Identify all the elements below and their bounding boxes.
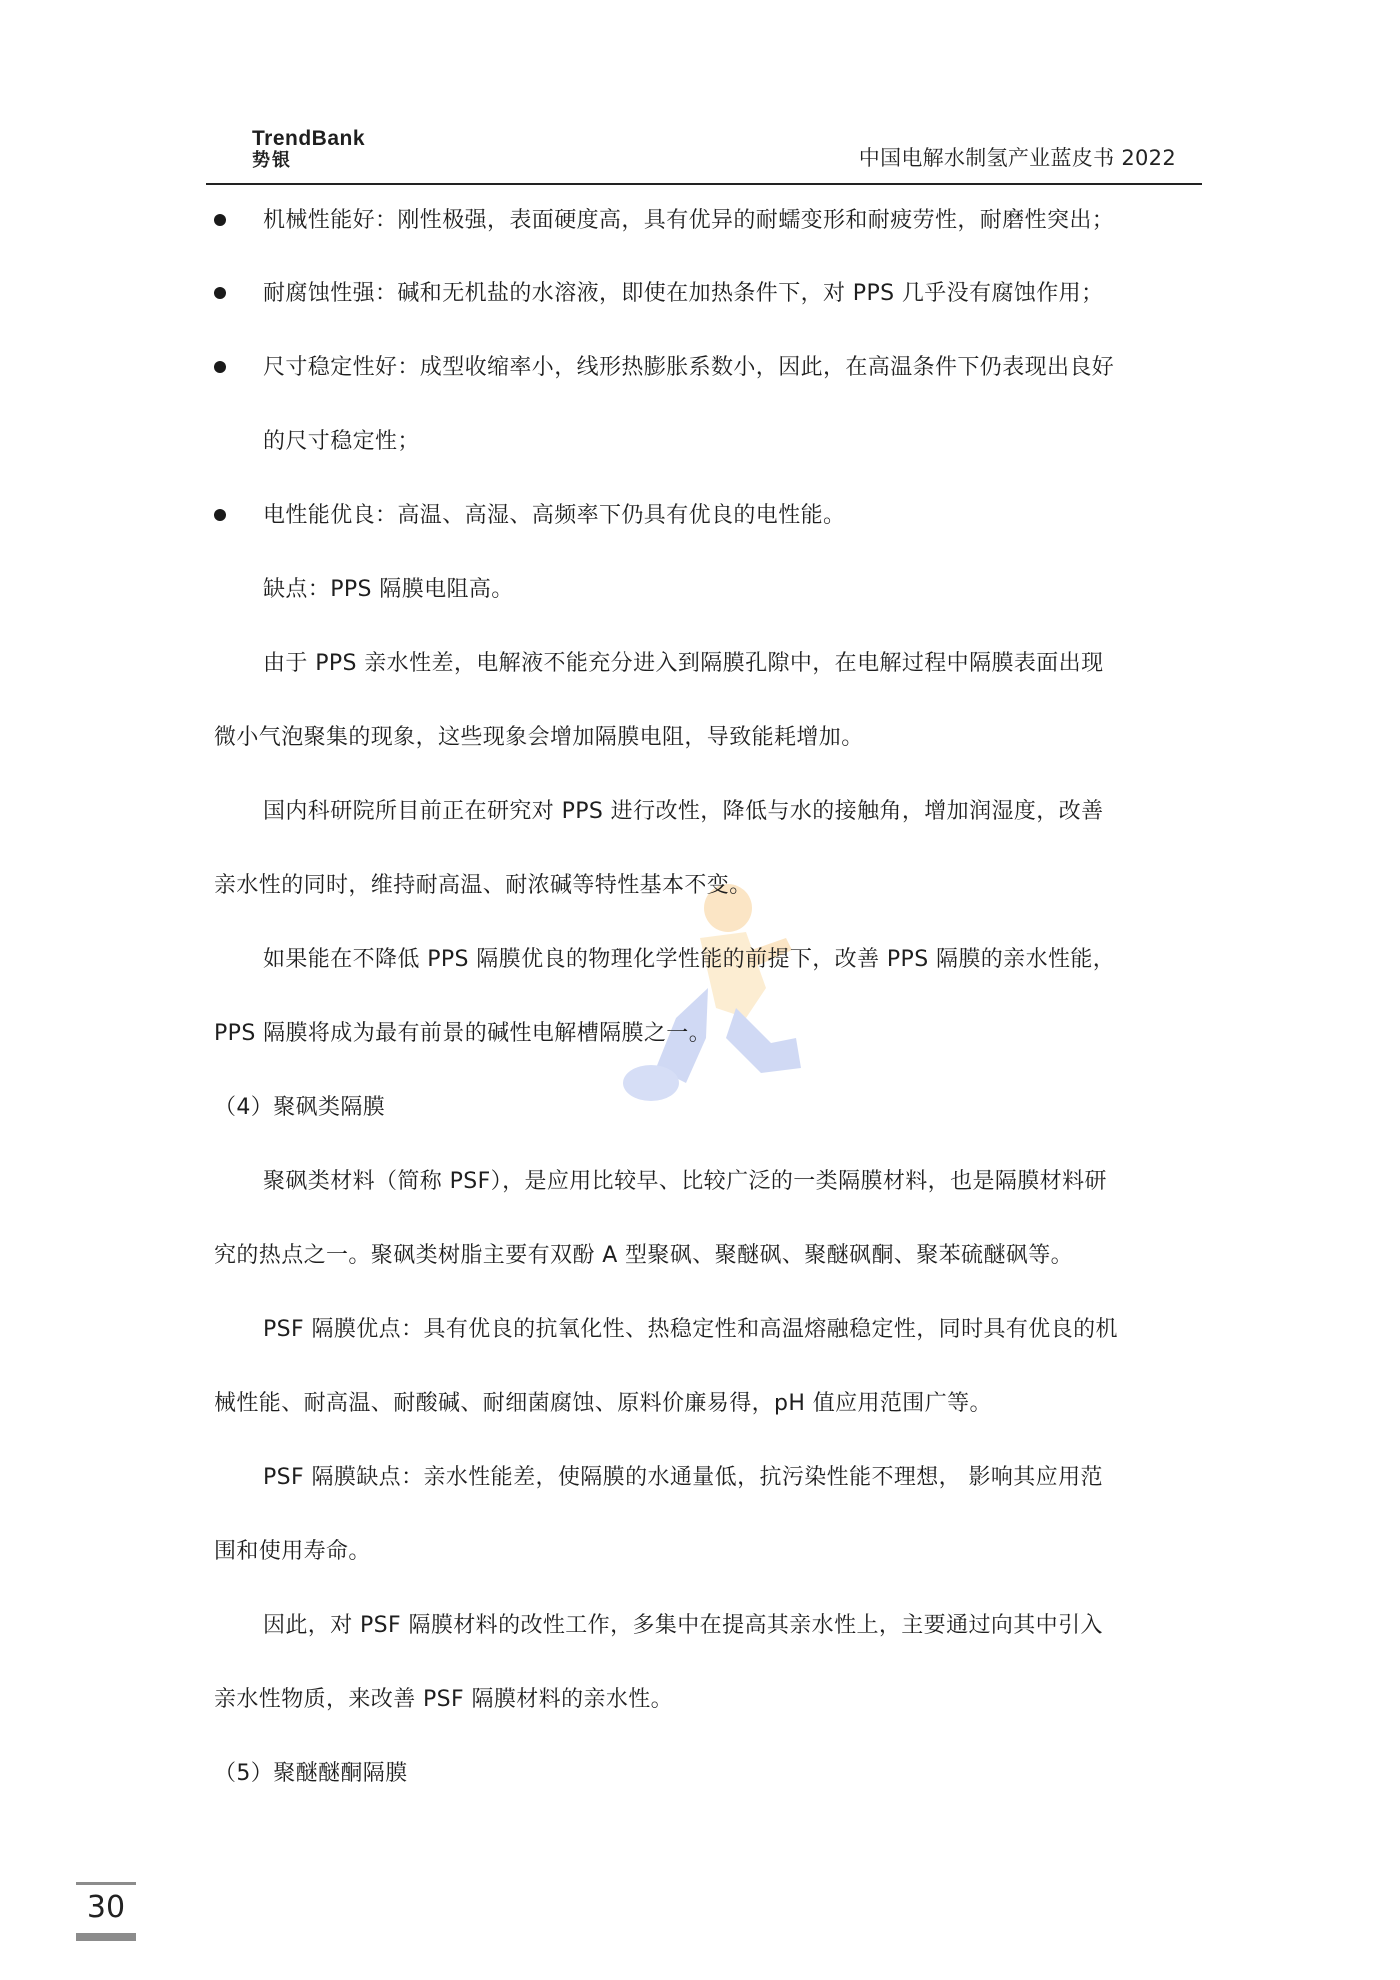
- page-number: 30: [86, 1890, 126, 1925]
- paragraph-line: PPS 隔膜将成为最有前景的碱性电解槽隔膜之一。: [214, 1021, 712, 1046]
- paragraph-line: 国内科研院所目前正在研究对 PPS 进行改性，降低与水的接触角，增加润湿度，改善: [263, 799, 1104, 824]
- bullet-dimension-cont: 的尺寸稳定性；: [263, 429, 420, 454]
- paragraph-line: 亲水性物质，来改善 PSF 隔膜材料的亲水性。: [214, 1687, 674, 1712]
- paragraph-line: 械性能、耐高温、耐酸碱、耐细菌腐蚀、原料价廉易得，pH 值应用范围广等。: [214, 1391, 992, 1416]
- paragraph-line: 聚砜类材料（简称 PSF），是应用比较早、比较广泛的一类隔膜材料，也是隔膜材料研: [263, 1169, 1107, 1194]
- paragraph-line: 因此，对 PSF 隔膜材料的改性工作，多集中在提高其亲水性上，主要通过向其中引入: [263, 1613, 1103, 1638]
- paragraph-line: 由于 PPS 亲水性差，电解液不能充分进入到隔膜孔隙中，在电解过程中隔膜表面出现: [263, 651, 1104, 676]
- bullet-dot: [214, 214, 226, 226]
- page-number-bar-top: [76, 1882, 136, 1885]
- bullet-dimension: 尺寸稳定性好：成型收缩率小，线形热膨胀系数小，因此，在高温条件下仍表现出良好: [263, 355, 1115, 380]
- logo-chinese: 势银: [252, 150, 292, 171]
- bullet-dot: [214, 287, 226, 299]
- page-number-bar-bottom: [76, 1933, 136, 1941]
- report-title: 中国电解水制氢产业蓝皮书 2022: [858, 146, 1176, 170]
- paragraph-line: PSF 隔膜缺点：亲水性能差，使隔膜的水通量低，抗污染性能不理想， 影响其应用范: [263, 1465, 1103, 1490]
- paragraph-line: 如果能在不降低 PPS 隔膜优良的物理化学性能的前提下，改善 PPS 隔膜的亲水性能，: [263, 947, 1116, 972]
- paragraph-line: 缺点：PPS 隔膜电阻高。: [263, 577, 514, 602]
- paragraph-line: 围和使用寿命。: [214, 1539, 371, 1564]
- header-divider: [206, 183, 1202, 185]
- bullet-corrosion: 耐腐蚀性强：碱和无机盐的水溶液，即使在加热条件下，对 PPS 几乎没有腐蚀作用；: [263, 281, 1104, 306]
- bullet-dot: [214, 361, 226, 373]
- section-heading-psf: （4）聚砜类隔膜: [214, 1095, 386, 1120]
- logo-english: TrendBank: [252, 127, 366, 150]
- bullet-dot: [214, 509, 226, 521]
- section-heading-peek: （5）聚醚醚酮隔膜: [214, 1761, 408, 1786]
- bullet-mechanical: 机械性能好：刚性极强，表面硬度高，具有优异的耐蠕变形和耐疲劳性，耐磨性突出；: [263, 208, 1115, 233]
- paragraph-line: 究的热点之一。聚砜类树脂主要有双酚 A 型聚砜、聚醚砜、聚醚砜酮、聚苯硫醚砜等。: [214, 1243, 1074, 1268]
- paragraph-line: 亲水性的同时，维持耐高温、耐浓碱等特性基本不变。: [214, 873, 752, 898]
- trendbank-logo: [252, 128, 365, 172]
- runner-watermark-icon: [596, 868, 808, 1110]
- paragraph-line: PSF 隔膜优点：具有优良的抗氧化性、热稳定性和高温熔融稳定性，同时具有优良的机: [263, 1317, 1118, 1342]
- paragraph-line: 微小气泡聚集的现象，这些现象会增加隔膜电阻，导致能耗增加。: [214, 725, 864, 750]
- bullet-electrical: 电性能优良：高温、高湿、高频率下仍具有优良的电性能。: [263, 503, 846, 528]
